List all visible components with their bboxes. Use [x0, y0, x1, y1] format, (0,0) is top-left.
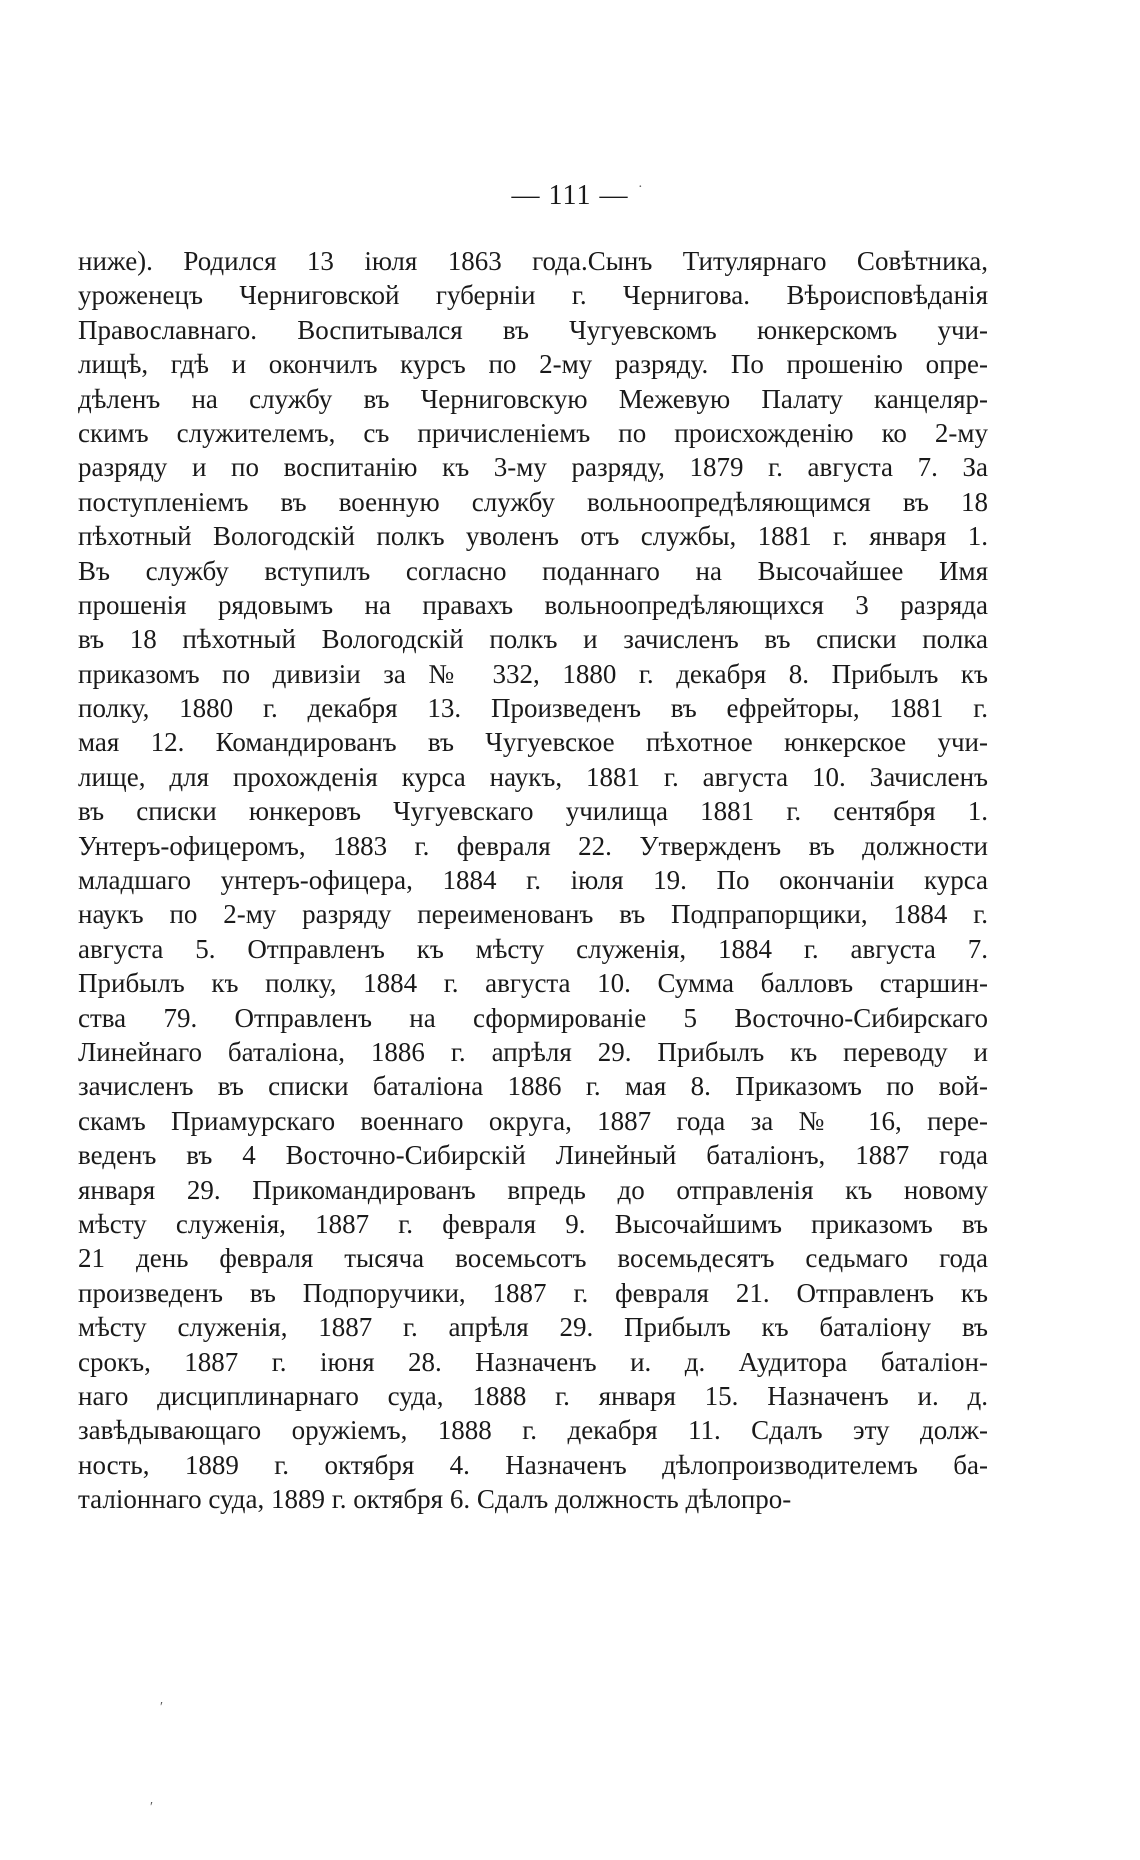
text-line: мѣсту служенія, 1887 г. апрѣля 29. Прибылъ къ баталіону въ [78, 1312, 988, 1343]
text-line: скамъ Приамурскаго военнаго округа, 1887 года за № 16, пере- [78, 1105, 988, 1136]
text-line: Унтеръ-офицеромъ, 1883 г. февраля 22. Утвержденъ въ должности [78, 830, 988, 861]
scan-speck: ′ [160, 1700, 164, 1715]
text-line: полку, 1880 г. декабря 13. Произведенъ въ ефрейторы, 1881 г. [78, 693, 988, 724]
text-line: августа 5. Отправленъ къ мѣсту служенія, 1884 г. августа 7. [78, 933, 988, 964]
text-line: приказомъ по дивизіи за № 332, 1880 г. декабря 8. Прибылъ къ [78, 658, 988, 689]
text-line: скимъ служителемъ, съ причисленіемъ по происхожденію ко 2-му [78, 417, 988, 448]
text-line: ниже). Родился 13 іюля 1863 года.Сынъ Титулярнаго Совѣтника, [78, 246, 988, 276]
text-line: мѣсту служенія, 1887 г. февраля 9. Высочайшимъ приказомъ въ [78, 1208, 988, 1239]
text-line: въ списки юнкеровъ Чугуевскаго училища 1881 г. сентября 1. [78, 796, 988, 827]
page-number: — 111 — [511, 180, 629, 211]
text-line: веденъ въ 4 Восточно-Сибирскій Линейный баталіонъ, 1887 года [78, 1140, 988, 1171]
text-line: лище, для прохожденія курса наукъ, 1881 г. августа 10. Зачисленъ [78, 761, 988, 792]
text-line: прошенія рядовымъ на правахъ вольноопредѣляющихся 3 разряда [78, 589, 988, 620]
text-line: Прибылъ къ полку, 1884 г. августа 10. Сумма балловъ старшин- [78, 968, 988, 999]
text-line: Линейнаго баталіона, 1886 г. апрѣля 29. Прибылъ къ переводу и [78, 1036, 988, 1067]
text-line: зачисленъ въ списки баталіона 1886 г. мая 8. Приказомъ по вой- [78, 1071, 988, 1102]
text-line: произведенъ въ Подпоручики, 1887 г. февраля 21. Отправленъ къ [78, 1277, 988, 1308]
text-body [78, 244, 988, 1516]
text-line: лищѣ, гдѣ и окончилъ курсъ по 2-му разряду. По прошенію опре- [78, 349, 988, 380]
text-line: разряду и по воспитанію къ 3-му разряду, 1879 г. августа 7. За [78, 452, 988, 483]
text-line: ства 79. Отправленъ на сформированіе 5 Восточно-Сибирскаго [78, 1002, 988, 1033]
text-line: наукъ по 2-му разряду переименованъ въ Подпрапорщики, 1884 г. [78, 899, 988, 930]
text-line: срокъ, 1887 г. іюня 28. Назначенъ и. д. Аудитора баталіон- [78, 1346, 988, 1377]
text-line: младшаго унтеръ-офицера, 1884 г. іюля 19. По окончаніи курса [78, 865, 988, 896]
text-line: ность, 1889 г. октября 4. Назначенъ дѣлопроизводителемъ ба- [78, 1449, 988, 1480]
text-line: въ 18 пѣхотный Вологодскій полкъ и зачисленъ въ списки полка [78, 624, 988, 655]
text-line: января 29. Прикомандированъ впредь до отправленія къ новому [78, 1174, 988, 1205]
text-line: Православнаго. Воспитывался въ Чугуевскомъ юнкерскомъ учи- [78, 314, 988, 345]
text-line: наго дисциплинарнаго суда, 1888 г. января 15. Назначенъ и. д. [78, 1380, 988, 1411]
text-line: поступленіемъ въ военную службу вольноопредѣляющимся въ 18 [78, 486, 988, 517]
text-line-last: таліоннаго суда, 1889 г. октября 6. Сдалъ должность дѣлопро- [78, 1484, 792, 1515]
text-line: завѣдывающаго оружіемъ, 1888 г. декабря 11. Сдалъ эту долж- [78, 1415, 988, 1446]
text-line: уроженецъ Черниговской губерніи г. Чернигова. Вѣроисповѣданія [78, 280, 988, 311]
text-line: Въ службу вступилъ согласно поданнаго на Высочайшее Имя [78, 555, 988, 586]
text-line: мая 12. Командированъ въ Чугуевское пѣхотное юнкерское учи- [78, 727, 988, 758]
scan-speck: ′ [150, 1800, 154, 1815]
text-line: дѣленъ на службу въ Черниговскую Межевую Палату канцеляр- [78, 383, 988, 414]
text-line: 21 день февраля тысяча восемьсотъ восемьдесятъ седьмаго года [78, 1243, 988, 1274]
scan-speck: · [638, 180, 643, 195]
text-line: пѣхотный Вологодскій полкъ уволенъ отъ службы, 1881 г. января 1. [78, 521, 988, 552]
